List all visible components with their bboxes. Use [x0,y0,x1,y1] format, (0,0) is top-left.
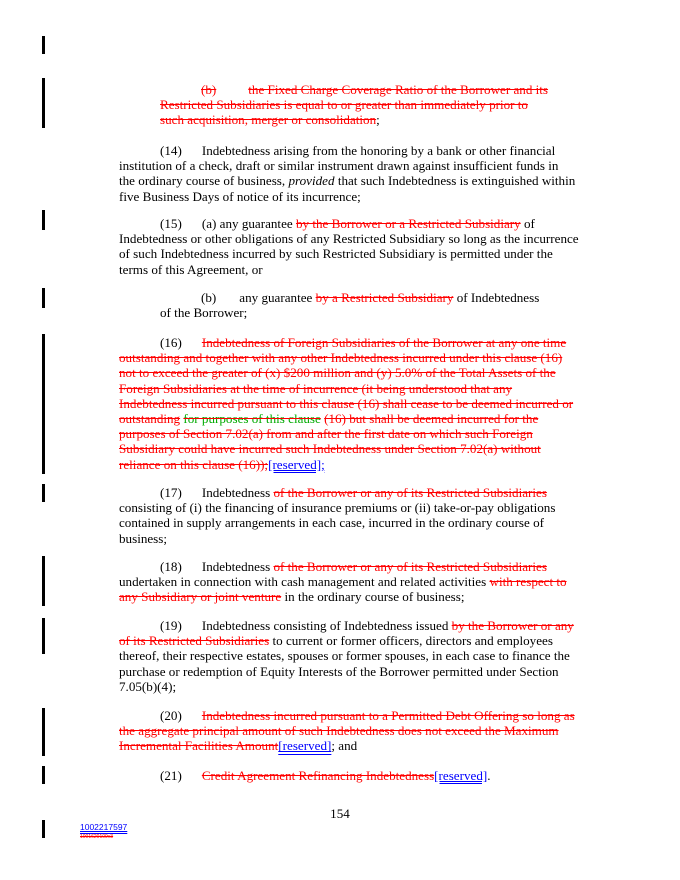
clause-number: (20) [160,708,182,723]
deleted-text: Restricted Subsidiaries is equal to or greater than immediately prior to [160,97,528,113]
body-text: (a) any guarantee [201,216,293,231]
deleted-text: Incremental Facilities Amount [119,738,279,754]
deleted-text: any Subsidiary or joint venture [119,589,282,605]
document-id-old: 1001620109v3 [80,834,114,840]
deleted-text: by a Restricted Subsidiary [315,290,454,305]
clause-18 [119,559,601,605]
body-text: purchase or redemption of Equity Interests of the Borrower permitted under Section [119,663,559,679]
change-bar [42,484,45,502]
body-text: Indebtedness consisting of Indebtedness issued [201,618,449,633]
inserted-text: [reserved] [278,738,332,754]
clause-17 [119,485,601,546]
body-text: of Indebtedness [456,290,540,305]
body-text: in the ordinary course of business; [284,589,465,605]
clause-number: (16) [160,335,182,350]
body-text: Indebtedness arising from the honoring by a bank or other financial [201,143,556,158]
deleted-text: of its Restricted Subsidiaries [119,633,270,649]
body-text: ; and [331,738,358,754]
deleted-text: of the Borrower or any of its Restricted Subsidiaries [273,485,547,500]
body-text: any guarantee [239,290,313,305]
clause-15 [119,216,601,277]
change-bar [42,36,45,54]
clause-15b [119,290,601,320]
clause-number: (19) [160,618,182,633]
clause-end: ; [376,112,380,128]
deleted-text: Indebtedness incurred pursuant to a Permitted Debt Offering so long as [201,708,575,723]
deleted-text: outstanding and together with any other Indebtedness incurred under this clause (16) [119,350,563,366]
deleted-text: Indebtedness of Foreign Subsidiaries of the Borrower at any one time [201,335,567,350]
change-bar [42,820,45,838]
body-text: five Business Days of notice of its incurrence; [119,188,361,204]
deleted-text: outstanding [119,410,181,426]
body-text: the ordinary course of business, [119,173,286,189]
inserted-text: [reserved]; [268,456,325,472]
body-text: thereof, their respective estates, spouses or former spouses, in each case to finance the [119,648,570,664]
clause-number: (18) [160,559,182,574]
change-bar [42,556,45,606]
clause-16 [119,335,601,472]
change-bar [42,766,45,784]
change-bar [42,210,45,230]
deleted-text: Indebtedness incurred pursuant to this clause (16) shall cease to be deemed incurred or [119,395,574,411]
deleted-text: the Fixed Charge Coverage Ratio of the Borrower and its [248,82,549,97]
body-text: business; [119,530,168,546]
body-text: Indebtedness or other obligations of any Restricted Subsidiary so long as the incurrence [119,231,579,247]
italic-text: provided [288,173,335,189]
deleted-text: by the Borrower or any [451,618,574,633]
clause-number: (21) [160,768,182,783]
clause-number: (17) [160,485,182,500]
body-text: institution of a check, draft or similar instrument drawn against insufficient funds in [119,158,559,174]
deleted-text: with respect to [489,574,567,590]
clause-label: (b) [201,290,217,305]
deleted-text: Subsidiary could have incurred such Indebtedness under Section 7.02(a) without [119,441,541,457]
clause-b-fixed-charge [119,82,601,128]
deleted-text: not to exceed the greater of (x) $200 million and (y) 5.0% of the Total Assets of the [119,365,556,381]
body-text: that such Indebtedness is extinguished within [337,173,576,189]
body-text: undertaken in connection with cash management and related activities [119,574,487,590]
deleted-text: reliance on this clause (16)); [119,456,269,472]
body-text: of [524,216,535,231]
clause-20 [119,708,601,754]
deleted-text: purposes of Section 7.02(a) from and after the first date on which such Foreign [119,426,533,442]
body-text: of the Borrower; [160,305,248,321]
clause-label: (b) [201,82,217,97]
moved-deleted-text: for purposes of this clause [183,410,321,426]
deleted-text: the aggregate principal amount of such Indebtedness does not exceed the Maximum [119,723,559,739]
body-text: . [487,768,491,783]
deleted-text: Credit Agreement Refinancing Indebtedness [201,768,435,783]
change-bar [42,708,45,756]
change-bar [42,78,45,128]
deleted-text: such acquisition, merger or consolidation [160,112,377,128]
deleted-text: (16) but shall be deemed incurred for the [324,410,539,426]
clause-21 [119,768,601,783]
body-text: to current or former officers, directors and employees [272,633,553,649]
clause-number: (14) [160,143,182,158]
change-bar [42,334,45,474]
body-text: consisting of (i) the financing of insurance premiums or (ii) take-or-pay obligations [119,500,556,516]
deleted-text: of the Borrower or any of its Restricted Subsidiaries [273,559,547,574]
body-text: Indebtedness [201,559,271,574]
clause-number: (15) [160,216,182,231]
inserted-text: [reserved] [434,768,488,783]
body-text: Indebtedness [201,485,271,500]
deleted-text: Foreign Subsidiaries at the time of incurrence (it being understood that any [119,380,513,396]
body-text: terms of this Agreement, or [119,261,263,277]
clause-14 [119,143,601,204]
deleted-text: by the Borrower or a Restricted Subsidiary [295,216,521,231]
document-id: 1002217597 [80,822,128,832]
page-number: 154 [330,806,350,821]
change-bar [42,618,45,654]
body-text: of such Indebtedness incurred by such Restricted Subsidiary is permitted under the [119,246,553,262]
body-text: contained in supply arrangements in each case, incurred in the ordinary course of [119,515,545,531]
body-text: 7.05(b)(4); [119,678,177,694]
clause-19 [119,618,601,694]
change-bar [42,288,45,308]
